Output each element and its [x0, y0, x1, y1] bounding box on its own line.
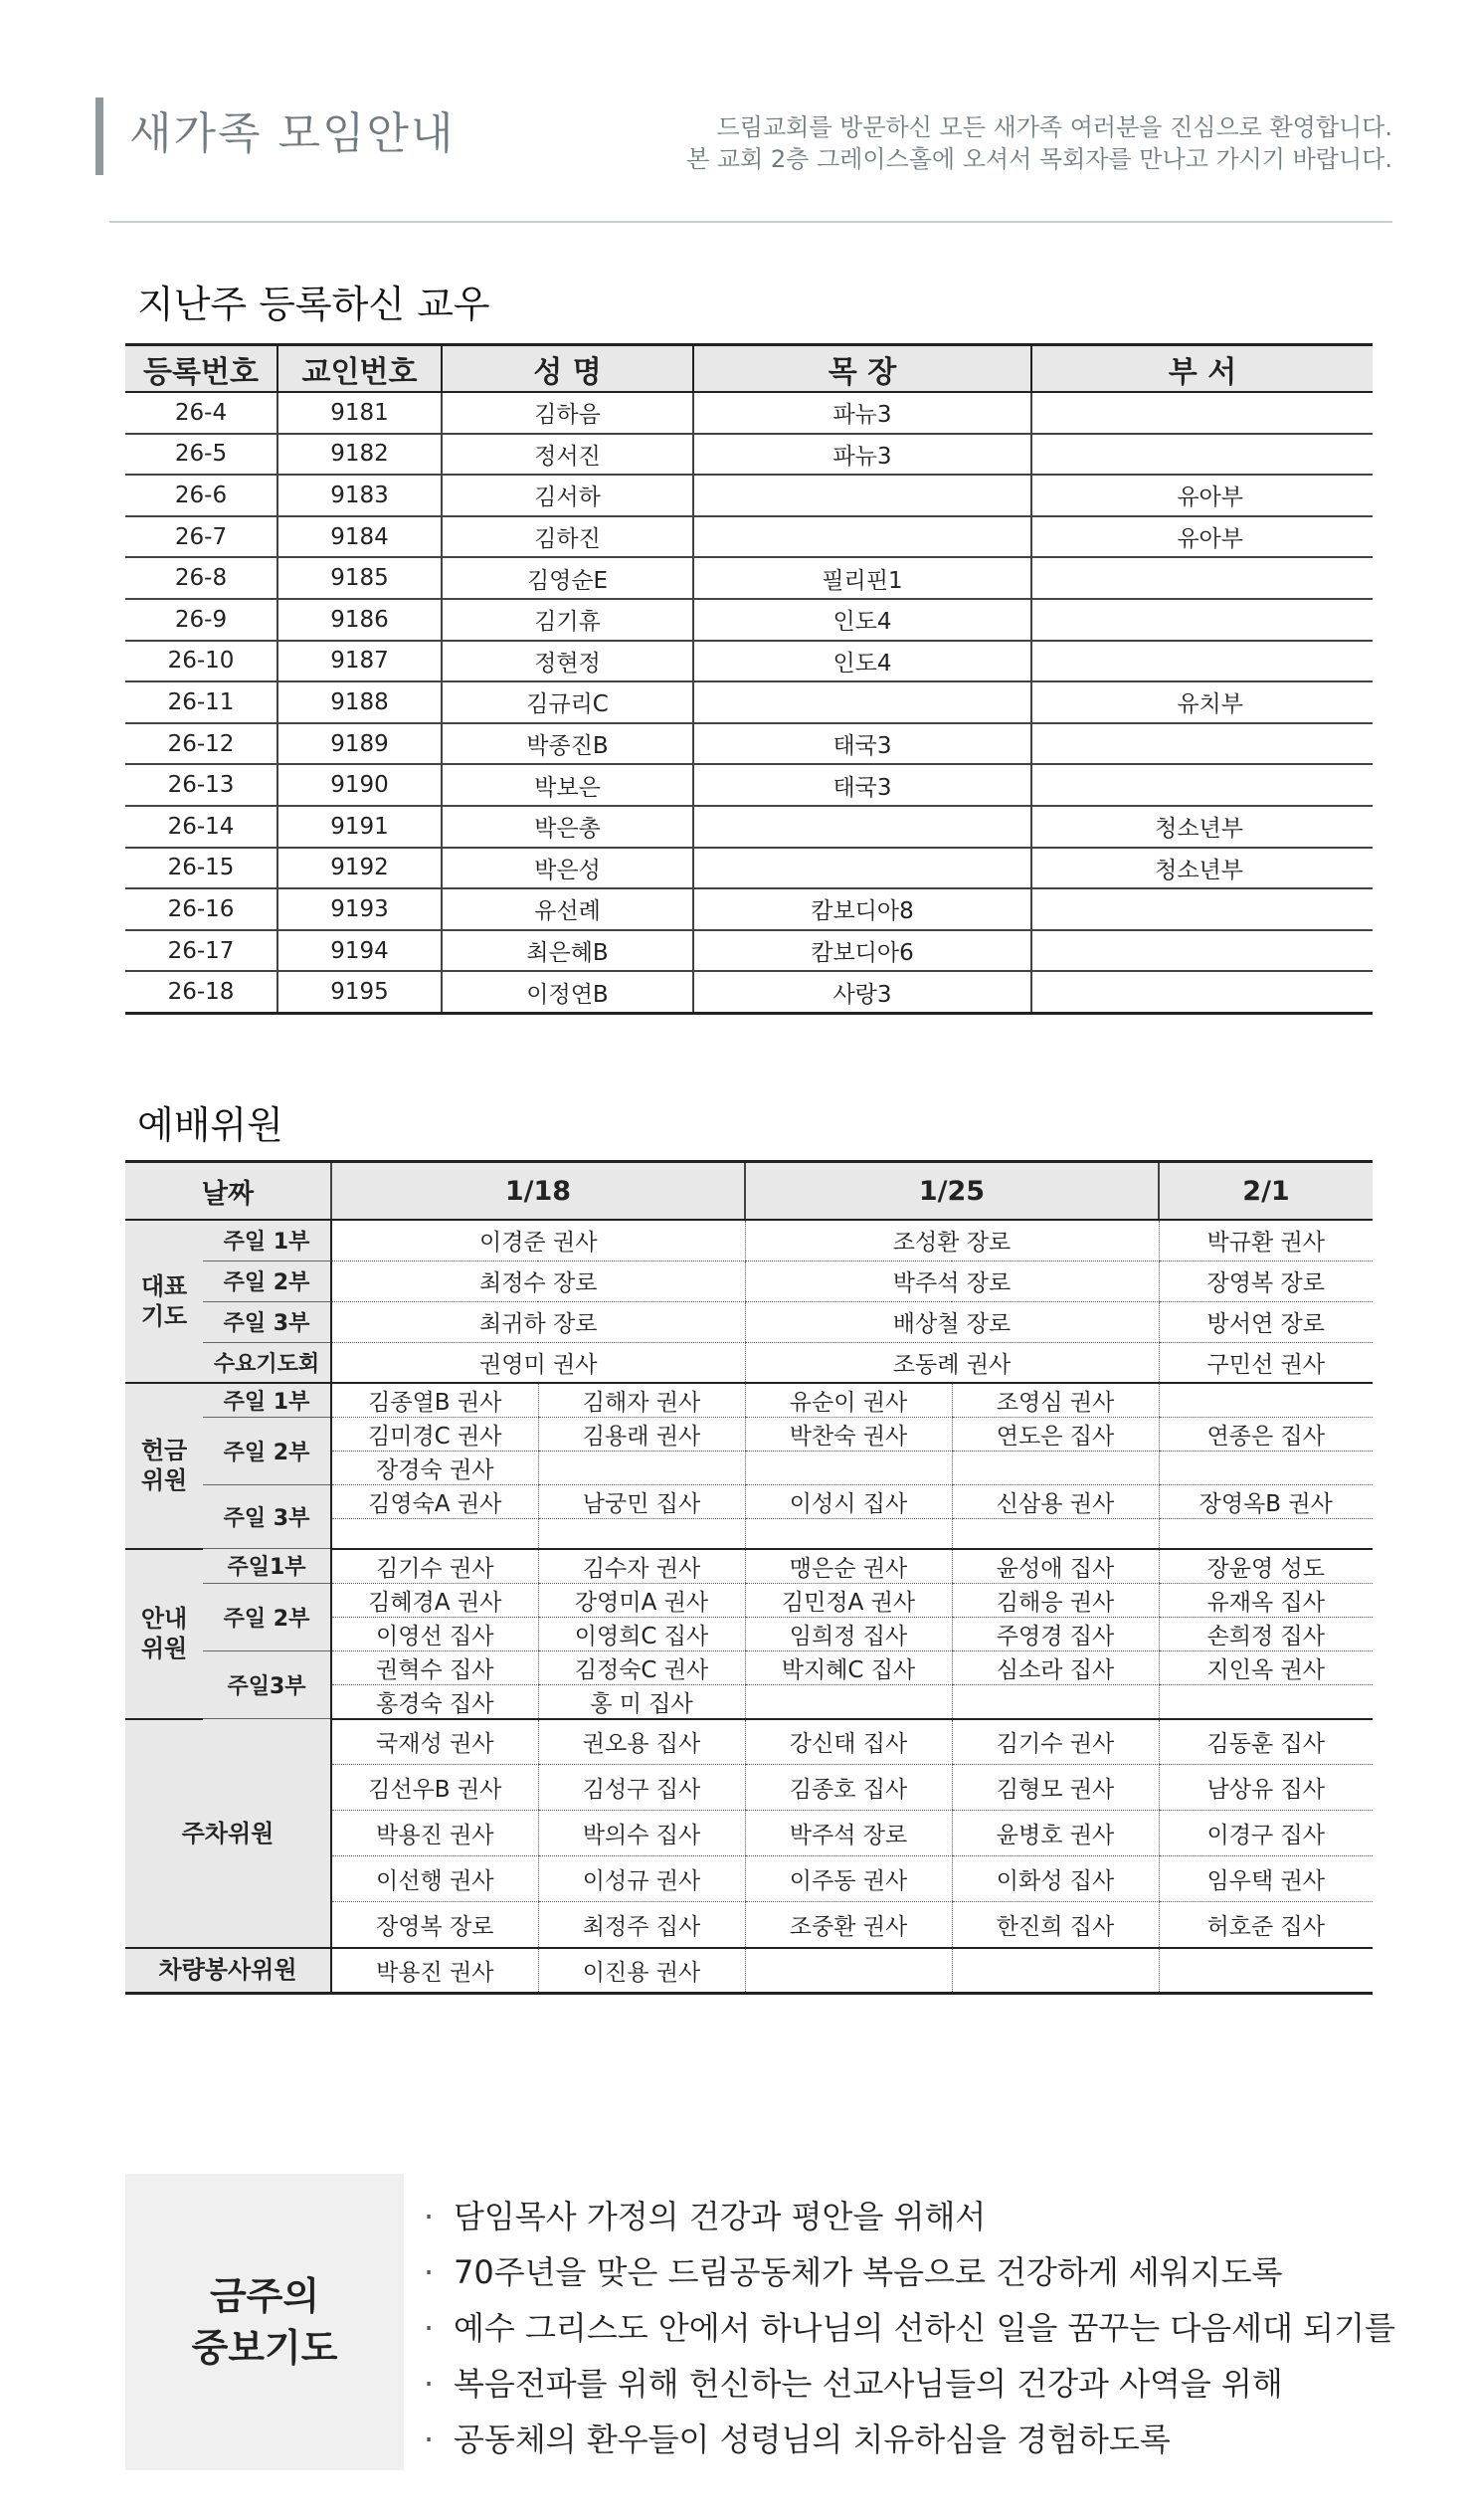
- date-header: 2/1: [1159, 1162, 1373, 1221]
- table-row: [125, 434, 1373, 476]
- table-cell: [1031, 557, 1373, 599]
- table-cell: 26-16: [125, 888, 277, 930]
- bullet: ·: [424, 2198, 435, 2235]
- prayer-item-text: 복음전파를 위해 헌신하는 선교사님들의 건강과 사역을 위해: [454, 2365, 1283, 2403]
- column-header: 성 명: [442, 345, 693, 393]
- date-label-header: 날짜: [125, 1162, 331, 1221]
- member-cell: 연종은 집사: [1159, 1418, 1373, 1452]
- prayer-item: [424, 2192, 986, 2237]
- offering-row: [125, 1418, 1373, 1452]
- parking-group-label: 주차위원: [125, 1719, 331, 1948]
- title-accent-bar: [95, 97, 103, 175]
- table-cell: 9181: [277, 392, 442, 434]
- table-cell: 9183: [277, 475, 442, 516]
- offering-row: [125, 1383, 1373, 1418]
- intercessory-prayer-label: [125, 2174, 404, 2470]
- prayer-duty-row: [125, 1301, 1373, 1342]
- member-cell: 강영미A 권사: [538, 1583, 745, 1617]
- duty-cell: 조성환 장로: [745, 1220, 1159, 1260]
- table-cell: 김하음: [442, 392, 693, 434]
- table-row: [125, 971, 1373, 1013]
- table-cell: 박은성: [442, 848, 693, 889]
- duty-cell: 장영복 장로: [1159, 1260, 1373, 1301]
- service-label: 주일 3부: [203, 1301, 331, 1342]
- date-header: 1/25: [745, 1162, 1159, 1221]
- usher-row: [125, 1583, 1373, 1617]
- member-cell: [1159, 1519, 1373, 1549]
- member-cell: 최정주 집사: [538, 1902, 745, 1948]
- member-cell: 이성규 권사: [538, 1856, 745, 1902]
- table-cell: 26-15: [125, 848, 277, 889]
- table-cell: 청소년부: [1031, 848, 1373, 889]
- page-title: 새가족 모임안내: [129, 108, 456, 159]
- header-divider: [109, 221, 1392, 223]
- member-cell: 장영옥B 권사: [1159, 1485, 1373, 1519]
- table-cell: 김기휴: [442, 599, 693, 641]
- table-cell: [693, 475, 1031, 516]
- table-cell: 김하진: [442, 516, 693, 558]
- table-cell: 9190: [277, 764, 442, 806]
- table-row: [125, 723, 1373, 765]
- table-cell: 최은혜B: [442, 930, 693, 972]
- table-cell: [1031, 888, 1373, 930]
- table-row: [125, 392, 1373, 434]
- member-cell: 홍 미 집사: [538, 1684, 745, 1719]
- table-cell: 파뉴3: [693, 392, 1031, 434]
- table-cell: 캄보디아6: [693, 930, 1031, 972]
- member-cell: 박용진 권사: [331, 1811, 538, 1856]
- table-cell: 캄보디아8: [693, 888, 1031, 930]
- registration-header-row: [125, 345, 1373, 393]
- duty-cell: 이경준 권사: [331, 1220, 745, 1260]
- member-cell: 이화성 집사: [952, 1856, 1159, 1902]
- table-row: [125, 516, 1373, 558]
- service-label: 주일 3부: [203, 1485, 331, 1549]
- member-cell: 김용래 권사: [538, 1418, 745, 1452]
- vehicle-group-label: 차량봉사위원: [125, 1948, 331, 1994]
- member-cell: [1159, 1452, 1373, 1485]
- member-cell: 김영숙A 권사: [331, 1485, 538, 1519]
- member-cell: 김민정A 권사: [745, 1583, 952, 1617]
- prayer-item-text: 예수 그리스도 안에서 하나님의 선하신 일을 꿈꾸는 다음세대 되기를: [454, 2309, 1395, 2347]
- table-cell: 박은총: [442, 806, 693, 848]
- table-cell: 9188: [277, 681, 442, 723]
- member-cell: 유순이 권사: [745, 1383, 952, 1418]
- member-cell: 장경숙 권사: [331, 1452, 538, 1485]
- usher-row: [125, 1549, 1373, 1584]
- table-cell: 26-12: [125, 723, 277, 765]
- prayer-duty-row: [125, 1260, 1373, 1301]
- member-cell: [745, 1519, 952, 1549]
- column-header: 목 장: [693, 345, 1031, 393]
- service-label: 주일 1부: [203, 1220, 331, 1260]
- usher-row: [125, 1650, 1373, 1684]
- member-cell: 김미경C 권사: [331, 1418, 538, 1452]
- member-cell: 유재옥 집사: [1159, 1583, 1373, 1617]
- table-cell: 26-11: [125, 681, 277, 723]
- table-cell: [1031, 930, 1373, 972]
- table-cell: 26-14: [125, 806, 277, 848]
- member-cell: [745, 1948, 952, 1994]
- table-cell: 26-8: [125, 557, 277, 599]
- member-cell: [952, 1452, 1159, 1485]
- prayer-duty-row: [125, 1220, 1373, 1260]
- service-label: 주일 2부: [203, 1260, 331, 1301]
- registration-title: 지난주 등록하신 교우: [137, 283, 490, 326]
- duty-cell: 최귀하 장로: [331, 1301, 745, 1342]
- table-cell: 26-6: [125, 475, 277, 516]
- table-cell: 인도4: [693, 641, 1031, 682]
- table-cell: [693, 681, 1031, 723]
- table-row: [125, 641, 1373, 682]
- member-cell: 주영경 집사: [952, 1617, 1159, 1650]
- offering-row: [125, 1485, 1373, 1519]
- member-cell: 김혜경A 권사: [331, 1583, 538, 1617]
- member-cell: 이영선 집사: [331, 1617, 538, 1650]
- table-cell: 유아부: [1031, 516, 1373, 558]
- member-cell: 박주석 장로: [745, 1811, 952, 1856]
- member-cell: 허호준 집사: [1159, 1902, 1373, 1948]
- member-cell: 홍경숙 집사: [331, 1684, 538, 1719]
- member-cell: 박지혜C 집사: [745, 1650, 952, 1684]
- member-cell: [952, 1948, 1159, 1994]
- member-cell: 강신태 집사: [745, 1719, 952, 1765]
- table-cell: 김서하: [442, 475, 693, 516]
- member-cell: 이영희C 집사: [538, 1617, 745, 1650]
- member-cell: 김종호 집사: [745, 1765, 952, 1811]
- table-cell: 이정연B: [442, 971, 693, 1013]
- table-cell: 26-10: [125, 641, 277, 682]
- table-cell: 9189: [277, 723, 442, 765]
- table-cell: 9193: [277, 888, 442, 930]
- member-cell: 남궁민 집사: [538, 1485, 745, 1519]
- member-cell: 손희정 집사: [1159, 1617, 1373, 1650]
- duty-cell: 박규환 권사: [1159, 1220, 1373, 1260]
- table-cell: [1031, 723, 1373, 765]
- member-cell: 김정숙C 권사: [538, 1650, 745, 1684]
- member-cell: 김형모 권사: [952, 1765, 1159, 1811]
- member-cell: 김동훈 집사: [1159, 1719, 1373, 1765]
- table-cell: 사랑3: [693, 971, 1031, 1013]
- table-row: [125, 599, 1373, 641]
- table-cell: 청소년부: [1031, 806, 1373, 848]
- prayer-item: [424, 2359, 1283, 2405]
- member-cell: 이주동 권사: [745, 1856, 952, 1902]
- offering-group-label: 헌금 위원: [125, 1383, 203, 1549]
- table-cell: [1031, 971, 1373, 1013]
- prayer-item-text: 70주년을 맞은 드림공동체가 복음으로 건강하게 세워지도록: [454, 2253, 1283, 2291]
- table-row: [125, 681, 1373, 723]
- member-cell: 권혁수 집사: [331, 1650, 538, 1684]
- intercessory-prayer-list: [404, 2174, 1395, 2470]
- member-cell: [745, 1684, 952, 1719]
- member-cell: 신삼용 권사: [952, 1485, 1159, 1519]
- table-cell: [1031, 434, 1373, 476]
- duty-cell: 권영미 권사: [331, 1342, 745, 1383]
- member-cell: 조중환 권사: [745, 1902, 952, 1948]
- member-cell: 윤성애 집사: [952, 1549, 1159, 1584]
- table-cell: 9191: [277, 806, 442, 848]
- table-cell: [1031, 641, 1373, 682]
- table-cell: 9185: [277, 557, 442, 599]
- table-cell: 유아부: [1031, 475, 1373, 516]
- member-cell: 임우택 권사: [1159, 1856, 1373, 1902]
- member-cell: 이진용 권사: [538, 1948, 745, 1994]
- member-cell: 김해자 권사: [538, 1383, 745, 1418]
- member-cell: 이경구 집사: [1159, 1811, 1373, 1856]
- prayer-duty-row: [125, 1342, 1373, 1383]
- column-header: 교인번호: [277, 345, 442, 393]
- table-cell: 필리핀1: [693, 557, 1031, 599]
- member-cell: 이선행 권사: [331, 1856, 538, 1902]
- service-label: 주일 2부: [203, 1583, 331, 1650]
- member-cell: 남상유 집사: [1159, 1765, 1373, 1811]
- member-cell: [1159, 1383, 1373, 1418]
- duty-cell: 구민선 권사: [1159, 1342, 1373, 1383]
- welcome-line-2: 본 교회 2층 그레이스홀에 오셔서 목회자를 만나고 가시기 바랍니다.: [686, 145, 1392, 173]
- table-cell: 26-4: [125, 392, 277, 434]
- table-cell: 유선례: [442, 888, 693, 930]
- member-cell: 맹은순 권사: [745, 1549, 952, 1584]
- member-cell: 박찬숙 권사: [745, 1418, 952, 1452]
- vehicle-row: [125, 1948, 1373, 1994]
- member-cell: 김기수 권사: [952, 1719, 1159, 1765]
- duty-cell: 최정수 장로: [331, 1260, 745, 1301]
- table-cell: 태국3: [693, 764, 1031, 806]
- table-cell: [693, 516, 1031, 558]
- member-cell: 박의수 집사: [538, 1811, 745, 1856]
- table-cell: 9186: [277, 599, 442, 641]
- member-cell: 장영복 장로: [331, 1902, 538, 1948]
- date-header: 1/18: [331, 1162, 745, 1221]
- registration-table: [125, 343, 1373, 1015]
- member-cell: 박용진 권사: [331, 1948, 538, 1994]
- table-cell: 인도4: [693, 599, 1031, 641]
- duty-cell: 배상철 장로: [745, 1301, 1159, 1342]
- duty-cell: 방서연 장로: [1159, 1301, 1373, 1342]
- member-cell: 이성시 집사: [745, 1485, 952, 1519]
- bullet: ·: [424, 2365, 435, 2403]
- member-cell: 연도은 집사: [952, 1418, 1159, 1452]
- member-cell: 권오용 집사: [538, 1719, 745, 1765]
- member-cell: 김선우B 권사: [331, 1765, 538, 1811]
- table-cell: 26-18: [125, 971, 277, 1013]
- table-cell: [1031, 392, 1373, 434]
- welcome-line-1: 드림교회를 방문하신 모든 새가족 여러분을 진심으로 환영합니다.: [716, 113, 1392, 141]
- table-cell: 김규리C: [442, 681, 693, 723]
- member-cell: [952, 1519, 1159, 1549]
- worship-committee-table: [125, 1160, 1373, 1995]
- date-header-row: [125, 1162, 1373, 1221]
- table-cell: 9184: [277, 516, 442, 558]
- service-label: 주일1부: [203, 1549, 331, 1584]
- column-header: 등록번호: [125, 345, 277, 393]
- bullet: ·: [424, 2253, 435, 2291]
- prayer-item: [424, 2303, 1395, 2349]
- table-cell: 정현정: [442, 641, 693, 682]
- table-row: [125, 764, 1373, 806]
- table-row: [125, 888, 1373, 930]
- duty-cell: 박주석 장로: [745, 1260, 1159, 1301]
- member-cell: [745, 1452, 952, 1485]
- member-cell: [538, 1519, 745, 1549]
- table-cell: 26-7: [125, 516, 277, 558]
- table-cell: 9187: [277, 641, 442, 682]
- table-row: [125, 848, 1373, 889]
- duty-cell: 조동례 권사: [745, 1342, 1159, 1383]
- prayer-item-text: 담임목사 가정의 건강과 평안을 위해서: [454, 2198, 987, 2235]
- table-cell: 26-13: [125, 764, 277, 806]
- table-row: [125, 806, 1373, 848]
- service-label: 주일 2부: [203, 1418, 331, 1485]
- member-cell: 김해응 권사: [952, 1583, 1159, 1617]
- member-cell: [331, 1519, 538, 1549]
- member-cell: 임희정 집사: [745, 1617, 952, 1650]
- bullet: ·: [424, 2421, 435, 2458]
- service-label: 주일 1부: [203, 1383, 331, 1418]
- usher-group-label: 안내 위원: [125, 1549, 203, 1719]
- welcome-message: [686, 111, 1392, 175]
- table-cell: 정서진: [442, 434, 693, 476]
- table-cell: 박보은: [442, 764, 693, 806]
- table-cell: 9182: [277, 434, 442, 476]
- table-cell: 유치부: [1031, 681, 1373, 723]
- member-cell: [538, 1452, 745, 1485]
- member-cell: 김기수 권사: [331, 1549, 538, 1584]
- member-cell: 조영심 권사: [952, 1383, 1159, 1418]
- table-cell: 26-5: [125, 434, 277, 476]
- table-cell: [1031, 764, 1373, 806]
- prayer-item-text: 공동체의 환우들이 성령님의 치유하심을 경험하도록: [454, 2421, 1171, 2458]
- prayer-item: [424, 2415, 1171, 2460]
- member-cell: 장윤영 성도: [1159, 1549, 1373, 1584]
- column-header: 부 서: [1031, 345, 1373, 393]
- table-row: [125, 557, 1373, 599]
- parking-row: [125, 1719, 1373, 1765]
- table-cell: 26-17: [125, 930, 277, 972]
- table-cell: 9194: [277, 930, 442, 972]
- member-cell: 김성구 집사: [538, 1765, 745, 1811]
- intercessory-prayer-box: [125, 2174, 1395, 2470]
- table-cell: [693, 848, 1031, 889]
- service-label: 수요기도회: [203, 1342, 331, 1383]
- member-cell: 한진희 집사: [952, 1902, 1159, 1948]
- table-cell: 9192: [277, 848, 442, 889]
- table-cell: 박종진B: [442, 723, 693, 765]
- table-row: [125, 930, 1373, 972]
- bullet: ·: [424, 2309, 435, 2347]
- member-cell: 심소라 집사: [952, 1650, 1159, 1684]
- table-cell: 9195: [277, 971, 442, 1013]
- member-cell: 국재성 권사: [331, 1719, 538, 1765]
- table-cell: 파뉴3: [693, 434, 1031, 476]
- member-cell: [952, 1684, 1159, 1719]
- table-cell: [1031, 599, 1373, 641]
- table-cell: 김영순E: [442, 557, 693, 599]
- member-cell: [1159, 1684, 1373, 1719]
- member-cell: 윤병호 권사: [952, 1811, 1159, 1856]
- prayer-item: [424, 2247, 1282, 2293]
- member-cell: [1159, 1948, 1373, 1994]
- member-cell: 김종열B 권사: [331, 1383, 538, 1418]
- intercessory-prayer-label-text: 금주의 중보기도: [191, 2274, 338, 2370]
- member-cell: 김수자 권사: [538, 1549, 745, 1584]
- prayer-group-label: 대표 기도: [125, 1220, 203, 1383]
- worship-committee-title: 예배위원: [137, 1103, 283, 1147]
- service-label: 주일3부: [203, 1650, 331, 1719]
- table-cell: 태국3: [693, 723, 1031, 765]
- table-cell: 26-9: [125, 599, 277, 641]
- member-cell: 지인옥 권사: [1159, 1650, 1373, 1684]
- table-row: [125, 475, 1373, 516]
- table-cell: [693, 806, 1031, 848]
